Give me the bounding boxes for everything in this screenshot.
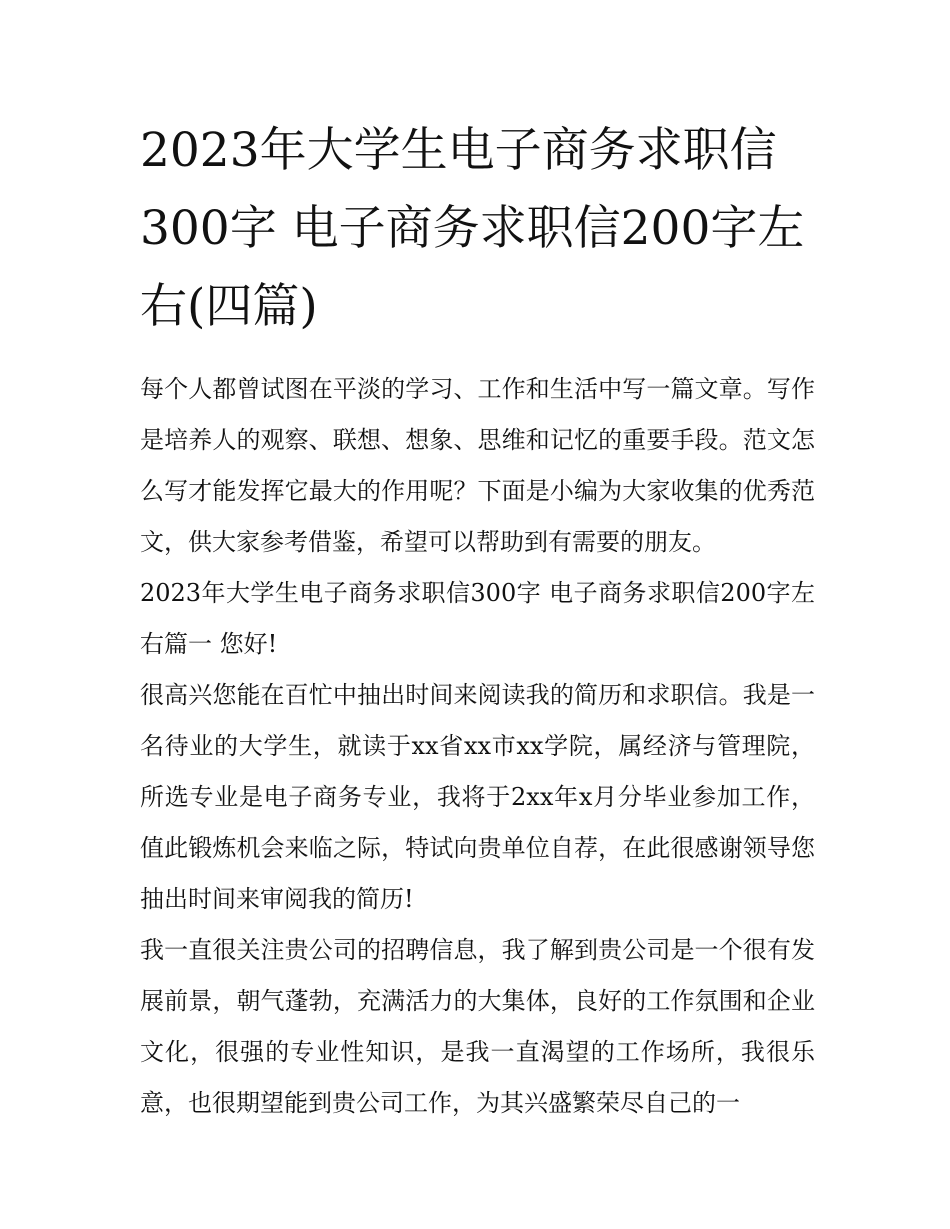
document-content xyxy=(140,112,815,1129)
document-body xyxy=(140,364,815,1129)
body-paragraph-1: 很高兴您能在百忙中抽出时间来阅读我的简历和求职信。我是一名待业的大学生，就读于xx省xx市xx学院，属经济与管理院，所选专业是电子商务专业，我将于2xx年x月分毕业参加工作，值此锻炼机会来临之际，特试向贵单位自荐，在此很感谢领导您抽出时间来审阅我的简历! xyxy=(140,681,815,913)
intro-paragraph: 每个人都曾试图在平淡的学习、工作和生活中写一篇文章。写作是培养人的观察、联想、想象、思维和记忆的重要手段。范文怎么写才能发挥它最大的作用呢？下面是小编为大家收集的优秀范文，供大家参考借鉴，希望可以帮助到有需要的朋友。 xyxy=(140,375,815,556)
document-title: 2023年大学生电子商务求职信300字 电子商务求职信200字左右(四篇) xyxy=(140,123,805,334)
body-paragraph-2: 我一直很关注贵公司的招聘信息，我了解到贵公司是一个很有发展前景，朝气蓬勃，充满活力的大集体，良好的工作氛围和企业文化，很强的专业性知识，是我一直渴望的工作场所，我很乐意，也很期望能到贵公司工作，为其兴盛繁荣尽自己的一 xyxy=(140,936,815,1117)
section-heading-paragraph: 2023年大学生电子商务求职信300字 电子商务求职信200字左右篇一 您好! xyxy=(140,579,815,658)
